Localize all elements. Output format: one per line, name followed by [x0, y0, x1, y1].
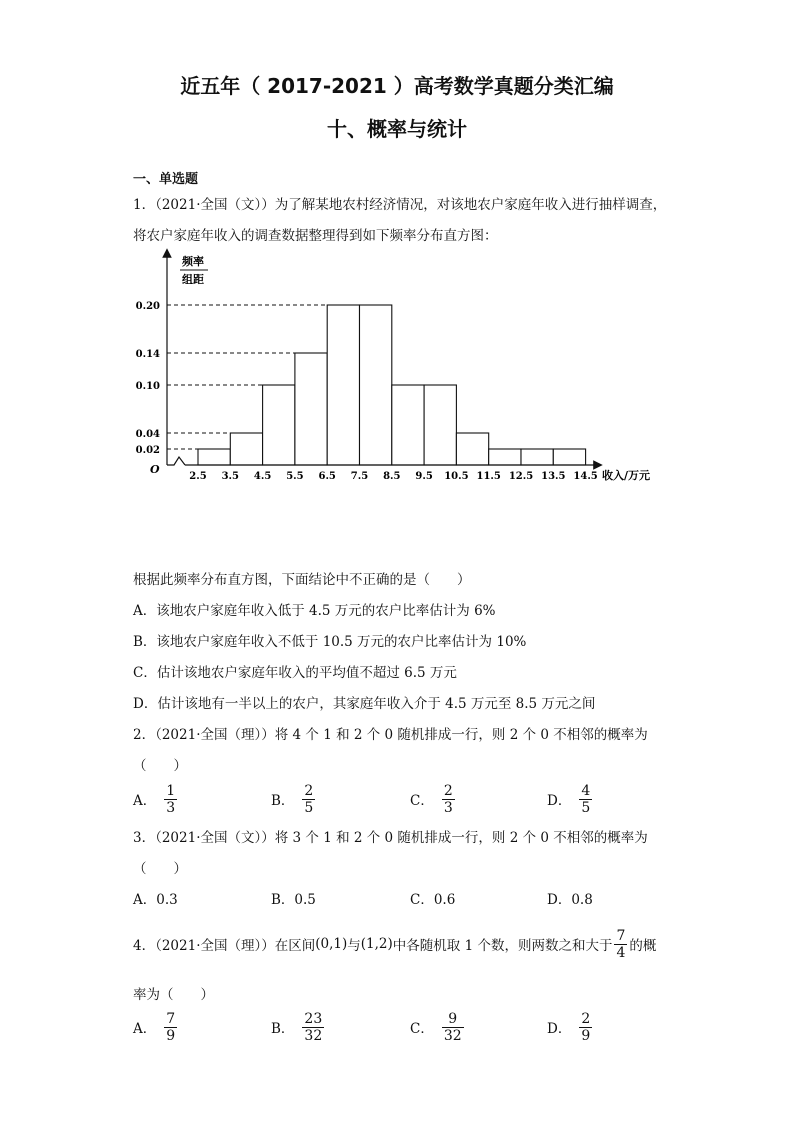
y-tick-label-0: 0.02: [135, 445, 160, 456]
option-label: D．: [547, 1021, 572, 1037]
option-label: C．: [410, 793, 434, 809]
q1-stem-line2: 将农户家庭年收入的调查数据整理得到如下频率分布直方图：: [133, 228, 498, 244]
frequency-histogram: [130, 245, 670, 495]
q3-option-c[interactable]: C．0.6: [410, 892, 456, 908]
y-tick-label-2: 0.10: [135, 381, 160, 392]
fraction: $\frac{9}{32}$: [443, 1010, 462, 1044]
option-label: B．: [271, 793, 295, 809]
q4-stem-mid1: 与: [347, 938, 361, 954]
q4-fraction: $\frac{7}{4}$: [616, 927, 626, 961]
q2-stem-line1: 2．（2021·全国（理））将 4 个 1 和 2 个 0 随机排成一行，则 2 个 0 不相邻的概率为: [133, 727, 648, 743]
q1-option-d[interactable]: D．估计该地有一半以上的农户，其家庭年收入介于 4.5 万元至 8.5 万元之间: [133, 696, 596, 712]
q3-options: [133, 888, 693, 910]
option-label: A．: [133, 1021, 157, 1037]
fraction: $\frac{23}{32}$: [304, 1010, 323, 1044]
histogram-bar-1: [230, 433, 262, 465]
fraction: $\frac{7}{9}$: [166, 1010, 176, 1044]
q4-stem-line2: 率为（ ）: [133, 987, 214, 1003]
fraction: $\frac{2}{5}$: [304, 782, 314, 816]
y-label-bottom: 组距: [182, 273, 204, 286]
q2-option-a[interactable]: [133, 779, 177, 819]
x-axis-label: 收入/万元: [602, 469, 651, 482]
q4-stem-line1: [133, 926, 656, 962]
q4-stem-mid: 中各随机取 1 个数，则两数之和大于: [392, 938, 613, 954]
q2-option-d[interactable]: [547, 779, 592, 819]
q1-option-b[interactable]: B．该地农户家庭年收入不低于 10.5 万元的农户比率估计为 10%: [133, 634, 527, 650]
x-tick-label-10: 12.5: [508, 471, 534, 482]
histogram-bar-4: [327, 305, 359, 465]
option-label: D．: [547, 793, 572, 809]
q4-stem-pre: 4．（2021·全国（理））在区间: [133, 938, 316, 954]
y-label-top: 频率: [182, 255, 204, 268]
histogram-bar-0: [198, 449, 230, 465]
x-tick-label-12: 14.5: [573, 471, 598, 482]
q3-stem-line2: （ ）: [133, 861, 187, 877]
x-tick-label-4: 6.5: [318, 471, 336, 482]
q3-stem-line1: 3．（2021·全国（文））将 3 个 1 和 2 个 0 随机排成一行，则 2 个 0 不相邻的概率为: [133, 830, 648, 846]
q4-interval-2: (1,2): [360, 936, 393, 952]
q1-option-c[interactable]: C．估计该地农户家庭年收入的平均值不超过 6.5 万元: [133, 665, 457, 681]
q4-interval-1: (0,1): [315, 936, 348, 952]
q2-options: [133, 779, 693, 819]
x-tick-label-9: 11.5: [476, 471, 501, 482]
q1-question: 根据此频率分布直方图，下面结论中不正确的是（ ）: [133, 572, 471, 588]
histogram-bar-5: [360, 305, 392, 465]
q4-option-d[interactable]: [547, 1007, 592, 1047]
y-tick-label-3: 0.14: [135, 349, 160, 360]
page-title: 近五年（ 2017-2021 ）高考数学真题分类汇编: [180, 74, 614, 98]
fraction: $\frac{2}{3}$: [443, 782, 453, 816]
x-tick-label-1: 3.5: [221, 471, 240, 482]
y-tick-label-1: 0.04: [135, 429, 160, 440]
x-tick-label-8: 10.5: [444, 471, 469, 482]
histogram-bar-2: [263, 385, 295, 465]
x-tick-label-6: 8.5: [383, 471, 401, 482]
q2-stem-line2: （ ）: [133, 758, 187, 774]
axis-break: [167, 457, 185, 465]
x-tick-label-0: 2.5: [189, 471, 207, 482]
q3-option-a[interactable]: A．0.3: [133, 892, 178, 908]
section-heading: 一、单选题: [133, 172, 199, 187]
histogram-bar-6: [392, 385, 424, 465]
q4-options: [133, 1007, 693, 1047]
fraction: $\frac{4}{5}$: [581, 782, 591, 816]
q3-option-d[interactable]: D．0.8: [547, 892, 593, 908]
q2-option-c[interactable]: [410, 779, 455, 819]
q4-option-b[interactable]: [271, 1007, 324, 1047]
option-label: C．: [410, 1021, 434, 1037]
y-tick-label-4: 0.20: [135, 301, 160, 312]
histogram-bar-3: [295, 353, 327, 465]
q2-option-b[interactable]: [271, 779, 315, 819]
q3-option-b[interactable]: B．0.5: [271, 892, 316, 908]
histogram-bar-9: [489, 449, 521, 465]
x-tick-label-5: 7.5: [350, 471, 369, 482]
origin-label: O: [150, 463, 160, 476]
q1-stem-line1: 1．（2021·全国（文））为了解某地农村经济情况，对该地农户家庭年收入进行抽样调查，: [133, 197, 667, 213]
option-label: A．: [133, 793, 157, 809]
option-label: B．: [271, 1021, 295, 1037]
histogram-bar-10: [521, 449, 553, 465]
fraction: $\frac{2}{9}$: [581, 1010, 591, 1044]
x-tick-label-11: 13.5: [541, 471, 566, 482]
x-tick-label-7: 9.5: [415, 471, 433, 482]
x-tick-label-2: 4.5: [253, 471, 272, 482]
page-subtitle: 十、概率与统计: [327, 117, 467, 141]
x-tick-label-3: 5.5: [286, 471, 304, 482]
q1-option-a[interactable]: A．该地农户家庭年收入低于 4.5 万元的农户比率估计为 6%: [133, 603, 496, 619]
q4-stem-post: 的概: [629, 938, 657, 954]
fraction: $\frac{1}{3}$: [166, 782, 176, 816]
q4-option-a[interactable]: [133, 1007, 177, 1047]
q4-option-c[interactable]: [410, 1007, 464, 1047]
histogram-bar-11: [553, 449, 585, 465]
histogram-bar-8: [456, 433, 488, 465]
histogram-bar-7: [424, 385, 456, 465]
